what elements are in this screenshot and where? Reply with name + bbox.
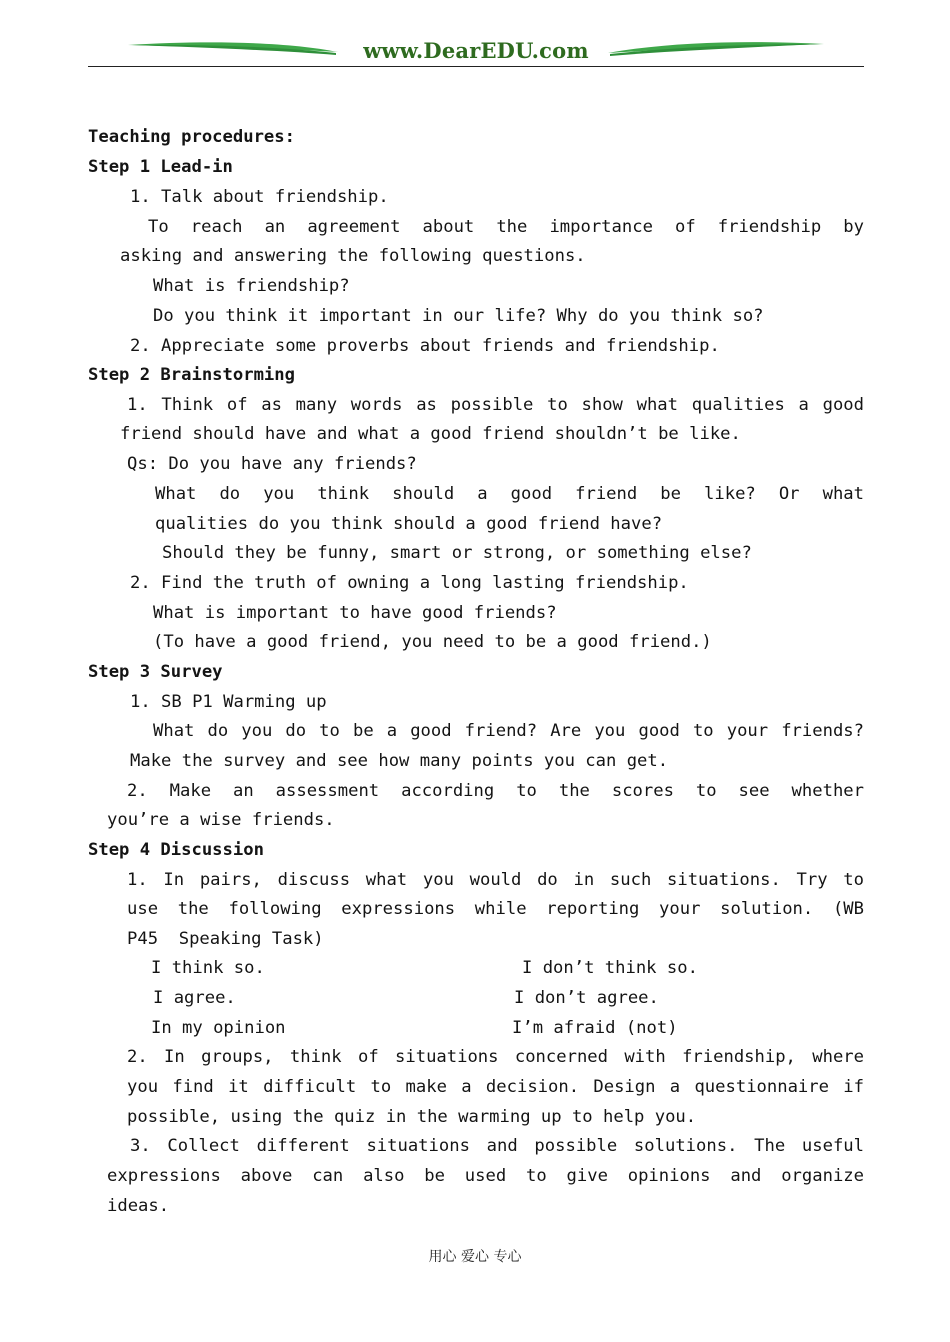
step3-heading: Step 3 Survey bbox=[88, 662, 223, 682]
step4-item1-line1: 1. In pairs, discuss what you would do in such situations. Try to bbox=[127, 870, 864, 890]
header-divider bbox=[88, 66, 864, 67]
step3-paragraph-line2: Make the survey and see how many points you can get. bbox=[130, 751, 669, 771]
step4-item3-line3: ideas. bbox=[107, 1196, 170, 1216]
step2-item1-line2: friend should have and what a good friend shouldn’t be like. bbox=[120, 424, 741, 444]
page-footer: 用心 爱心 专心 bbox=[428, 1249, 522, 1265]
section-title: Teaching procedures: bbox=[88, 127, 295, 147]
expression-im-afraid-not: I’m afraid (not) bbox=[512, 1018, 678, 1038]
step4-item2-line1: 2. In groups, think of situations concerned with friendship, where bbox=[127, 1047, 864, 1067]
step2-question4: (To have a good friend, you need to be a good friend.) bbox=[153, 632, 712, 652]
expression-i-dont-agree: I don’t agree. bbox=[514, 988, 659, 1008]
step3-item2-line1: 2. Make an assessment according to the scores to see whether bbox=[127, 781, 864, 801]
step2-qs: Qs: Do you have any friends? bbox=[127, 454, 417, 474]
step1-paragraph-line2: asking and answering the following questions. bbox=[120, 246, 586, 266]
step1-heading: Step 1 Lead-in bbox=[88, 157, 233, 177]
step3-item1: 1. SB P1 Warming up bbox=[130, 692, 327, 712]
step1-question2: Do you think it important in our life? Why do you think so? bbox=[153, 306, 764, 326]
expression-i-dont-think-so: I don’t think so. bbox=[522, 958, 698, 978]
step1-question1: What is friendship? bbox=[153, 276, 350, 296]
step1-paragraph-line1: To reach an agreement about the importance of friendship by bbox=[148, 217, 864, 237]
step2-question1-line1: What do you think should a good friend be like? Or what bbox=[155, 484, 864, 504]
step4-item3-line2: expressions above can also be used to give opinions and organize bbox=[107, 1166, 864, 1186]
site-logo-text[interactable]: www.DearEDU.com bbox=[363, 38, 589, 63]
expression-i-agree: I agree. bbox=[153, 988, 236, 1008]
step1-item2: 2. Appreciate some proverbs about friends and friendship. bbox=[130, 336, 720, 356]
step3-paragraph-line1: What do you do to be a good friend? Are you good to your friends? bbox=[153, 721, 864, 741]
step2-item2: 2. Find the truth of owning a long lasting friendship. bbox=[130, 573, 689, 593]
step4-heading: Step 4 Discussion bbox=[88, 840, 264, 860]
step4-item3-line1: 3. Collect different situations and possible solutions. The useful bbox=[130, 1136, 864, 1156]
step2-heading: Step 2 Brainstorming bbox=[88, 365, 295, 385]
step4-item2-line3: possible, using the quiz in the warming up to help you. bbox=[127, 1107, 697, 1127]
step4-item1-line3: P45 Speaking Task) bbox=[127, 929, 324, 949]
expression-i-think-so: I think so. bbox=[151, 958, 265, 978]
step4-item2-line2: you find it difficult to make a decision. Design a questionnaire if bbox=[127, 1077, 864, 1097]
step2-question2: Should they be funny, smart or strong, or something else? bbox=[162, 543, 752, 563]
expression-in-my-opinion: In my opinion bbox=[151, 1018, 286, 1038]
header-banner bbox=[88, 36, 864, 68]
step2-question3: What is important to have good friends? bbox=[153, 603, 557, 623]
step2-item1-line1: 1. Think of as many words as possible to show what qualities a good bbox=[127, 395, 864, 415]
step1-item1: 1. Talk about friendship. bbox=[130, 187, 389, 207]
step3-item2-line2: you’re a wise friends. bbox=[107, 810, 335, 830]
step2-question1-line2: qualities do you think should a good friend have? bbox=[155, 514, 663, 534]
step4-item1-line2: use the following expressions while reporting your solution. (WB bbox=[127, 899, 864, 919]
